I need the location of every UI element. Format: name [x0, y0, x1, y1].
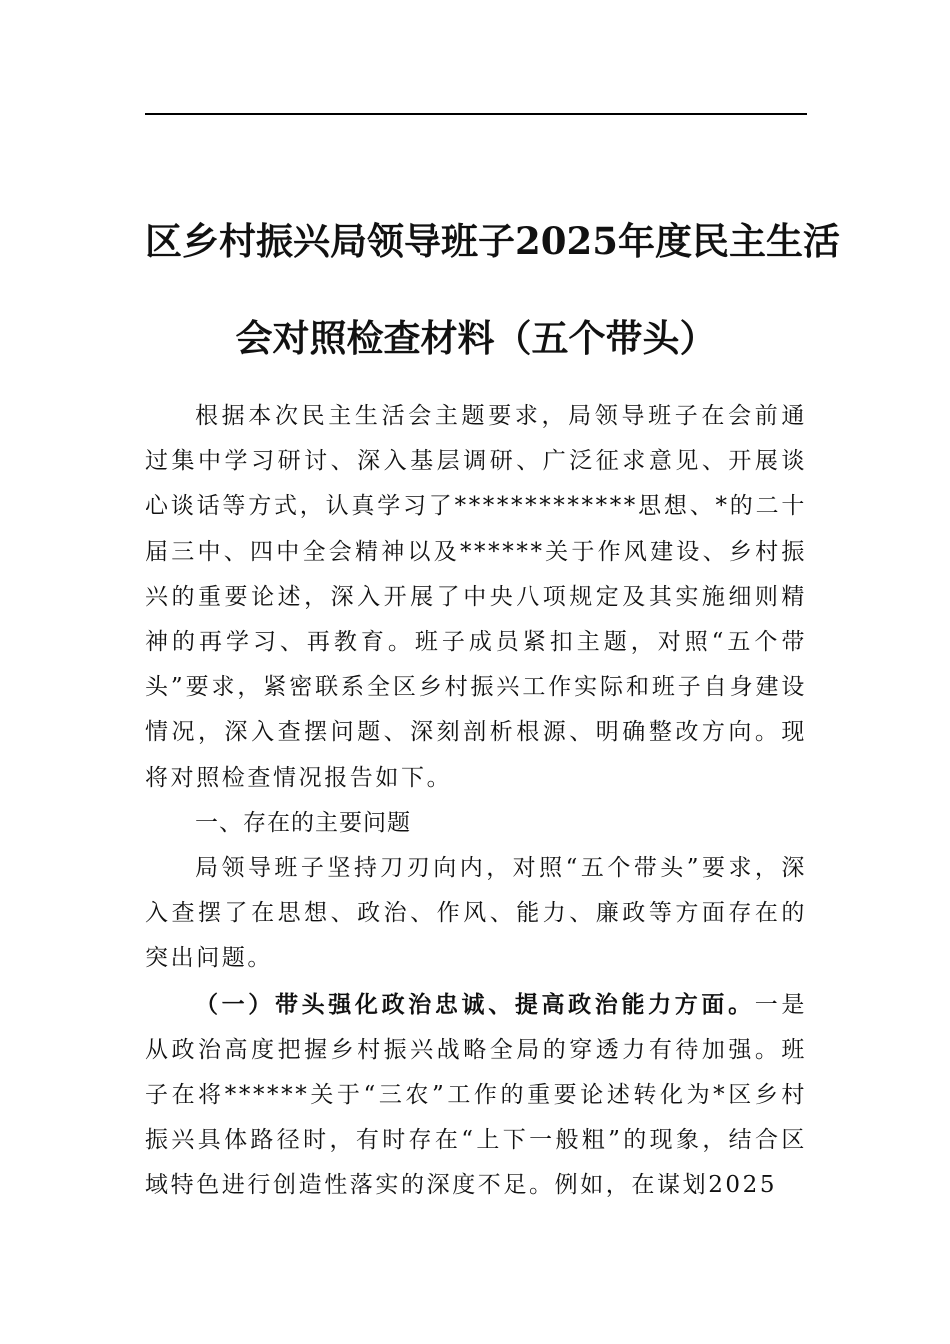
title-line-1: 区乡村振兴局领导班子2025年度民主生活 [145, 218, 840, 263]
intro-paragraph: 根据本次民主生活会主题要求，局领导班子在会前通过集中学习研讨、深入基层调研、广泛征求意见、开展谈心谈话等方式，认真学习了*************思想、*的二十届三中、四中全会精神以及******关于作风建设、乡村振兴的重要论述，深入开展了中央八项规定及其实施细则精神的再学习、再教育。班子成员紧扣主题，对照“五个带头”要求，紧密联系全区乡村振兴工作实际和班子自身建设情况，深入查摆问题、深刻剖析根源、明确整改方向。现将对照检查情况报告如下。 [145, 403, 807, 791]
section-heading-1: 一、存在的主要问题 [195, 809, 411, 836]
title-line-2: 会对照检查材料（五个带头） [235, 315, 717, 360]
subsection-1-paragraph [145, 982, 807, 1209]
section-1-intro-paragraph: 局领导班子坚持刀刃向内，对照“五个带头”要求，深入查摆了在思想、政治、作风、能力、廉政等方面存在的突出问题。 [145, 855, 807, 972]
subsection-1-text: 一是从政治高度把握乡村振兴战略全局的穿透力有待加强。班子在将******关于“三农”工作的重要论述转化为*区乡村振兴具体路径时，有时存在“上下一般粗”的现象，结合区域特色进行创造性落实的深度不足。例如，在谋划2025 [145, 991, 807, 1199]
subsection-1-lead: （一）带头强化政治忠诚、提高政治能力方面。 [195, 990, 755, 1018]
header-rule [145, 113, 807, 115]
document-title [145, 193, 840, 387]
document-body [145, 394, 807, 1209]
